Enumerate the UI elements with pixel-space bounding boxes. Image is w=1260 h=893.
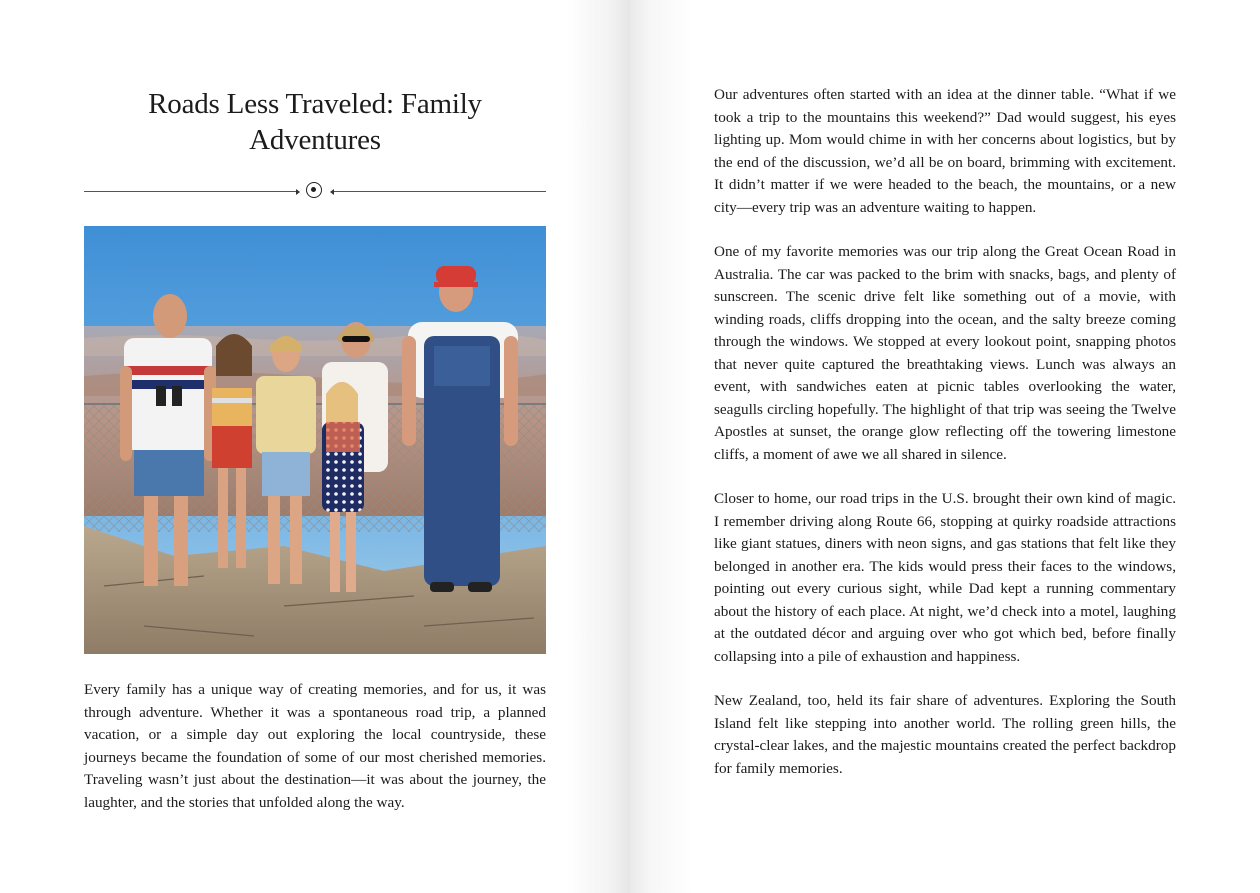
body-paragraph-1: Our adventures often started with an idea at the dinner table. “What if we took a trip to the mountains this weekend?” Dad would suggest, his eyes lighting up. Mom would chime in with her concerns about logistics, but by the end of the discussion, we’d all be on board, brimming with excitement. It didn’t matter if we were headed to the beach, the mountains, or a new city—every trip was an adventure waiting to happen. [714, 86, 1176, 216]
body-paragraph-4: New Zealand, too, held its fair share of adventures. Exploring the South Island felt like stepping into another world. The rolling green hills, the crystal-clear lakes, and the majestic mountains created the perfect backdrop for family memories. [714, 692, 1176, 777]
family-photo [84, 226, 546, 654]
divider-line-right [334, 191, 546, 192]
body-paragraph-3: Closer to home, our road trips in the U.S. brought their own kind of magic. I remember driving along Route 66, stopping at quirky roadside attractions like giant statues, diners with neon signs, and gas stations that felt like they belonged in another era. The kids would press their faces to the windows, pointing out every curious sight, while Dad kept a running commentary about the history of each place. At night, we’d check into a motel, laughing at the outdated décor and arguing over who got which bed, before finally collapsing into a pile of exhaustion and happiness. [714, 490, 1176, 665]
title-divider-ornament [84, 185, 546, 199]
divider-arrow-left-icon [296, 189, 300, 195]
intro-paragraph: Every family has a unique way of creating memories, and for us, it was through adventure. Whether it was a spontaneous road trip, a planned vacation, or a simple day out exploring the local countryside, these journeys became the foundation of some of our most cherished memories. Traveling wasn’t just about the destination—it was about the journey, the laughter, and the stories that unfolded along the way. [84, 681, 546, 811]
right-page [630, 0, 1260, 893]
divider-circle-icon [306, 182, 322, 198]
body-paragraph-2: One of my favorite memories was our trip along the Great Ocean Road in Australia. The car was packed to the brim with snacks, bags, and plenty of sunscreen. The scenic drive felt like something out of a movie, with winding roads, cliffs dropping into the ocean, and the salty breeze coming through the windows. We stopped at every lookout point, snapping photos that never quite captured the breathtaking views. Lunch was always an event, with sandwiches eaten at picnic tables overlooking the water, seagulls circling hopefully. The highlight of that trip was seeing the Twelve Apostles at sunset, the orange glow reflecting off the towering limestone cliffs, a moment of awe we all shared in silence. [714, 243, 1176, 463]
chapter-title: Roads Less Traveled: Family Adventures [148, 88, 482, 156]
divider-line-left [84, 191, 296, 192]
divider-arrow-right-icon [330, 189, 334, 195]
